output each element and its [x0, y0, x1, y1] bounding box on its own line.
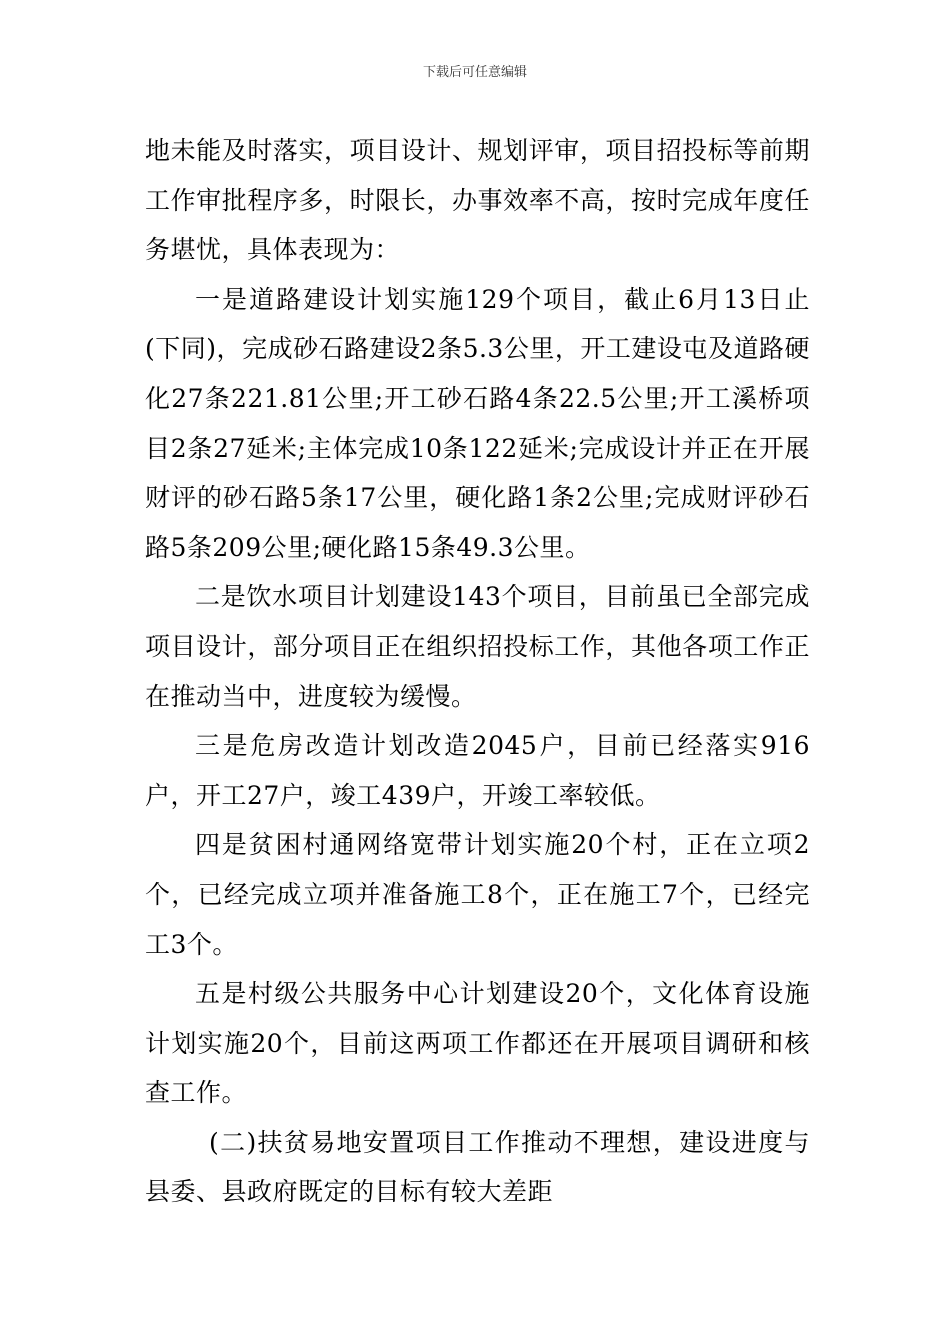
- paragraph-broadband: 四是贫困村通网络宽带计划实施20个村，正在立项2个，已经完成立项并准备施工8个，正在施工7个，已经完工3个。: [145, 830, 810, 959]
- document-body: [145, 126, 810, 1217]
- paragraph-housing: 三是危房改造计划改造2045户，目前已经落实916户，开工27户，竣工439户，开竣工率较低。: [145, 731, 810, 810]
- section-heading-relocation: (二)扶贫易地安置项目工作推动不理想，建设进度与县委、县政府既定的目标有较大差距: [145, 1127, 810, 1207]
- page-header: 下载后可任意编辑: [422, 65, 527, 80]
- paragraph-roads: 一是道路建设计划实施129个项目，截止6月13日止(下同)，完成砂石路建设2条5.3公里，开工建设屯及道路硬化27条221.81公里;开工砂石路4条22.5公里;开工溪桥项目2条27延米;主体完成10条122延米;完成设计并正在开展财评的砂石路5条17公里，硬化路1条2公里;完成财评砂石路5条209公里;硬化路15条49.3公里。: [145, 284, 810, 562]
- paragraph-continuation: 地未能及时落实，项目设计、规划评审，项目招投标等前期工作审批程序多，时限长，办事效率不高，按时完成年度任务堪忧，具体表现为：: [145, 136, 810, 265]
- paragraph-service-center: 五是村级公共服务中心计划建设20个，文化体育设施计划实施20个，目前这两项工作都还在开展项目调研和核查工作。: [145, 979, 810, 1108]
- paragraph-water: 二是饮水项目计划建设143个项目，目前虽已全部完成项目设计，部分项目正在组织招投标工作，其他各项工作正在推动当中，进度较为缓慢。: [145, 582, 810, 711]
